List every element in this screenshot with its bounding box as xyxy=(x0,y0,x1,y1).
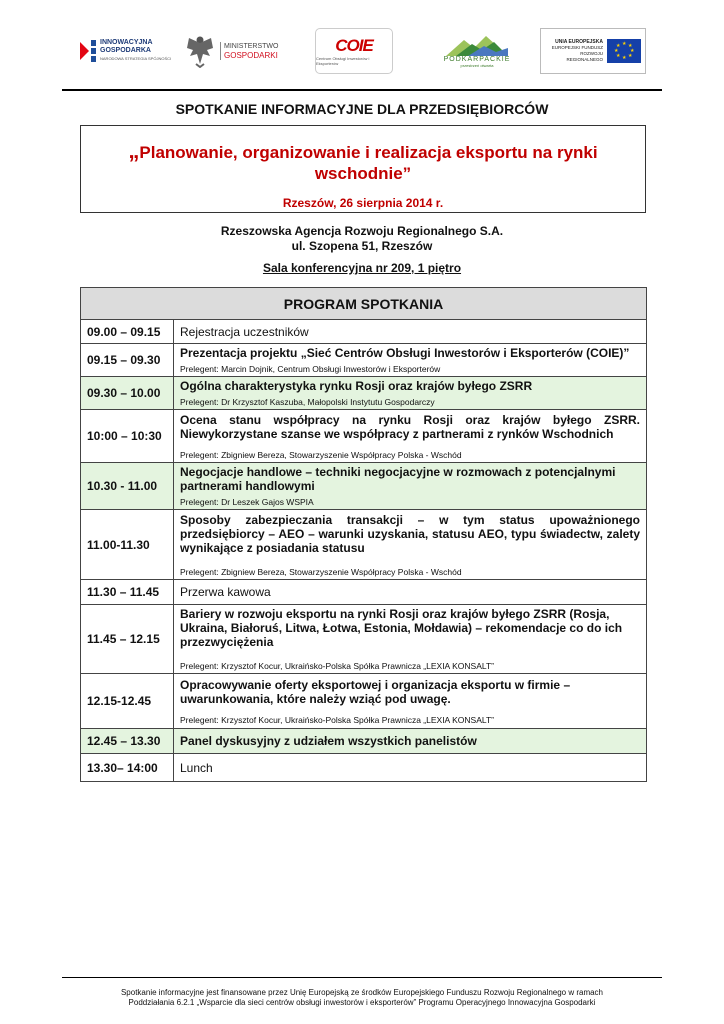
row-desc xyxy=(174,463,647,510)
mg-line2: GOSPODARKI xyxy=(224,51,278,60)
podkarpackie-logo xyxy=(432,28,522,74)
row-title: Sposoby zabezpieczania transakcji – w tym status upoważnionego przedsiębiorcy – AEO – warunki uzyskania, statusu AEO, typu świadectw, zalety wynikające z posiadania statusu xyxy=(180,512,640,555)
row-title: Negocjacje handlowe – techniki negocjacyjne w rozmowach z potencjalnymi partnerami handlowymi xyxy=(180,465,616,493)
header-rule xyxy=(62,89,662,91)
hills-icon xyxy=(446,34,508,56)
row-time: 09.00 – 09.15 xyxy=(81,320,174,344)
row-title: Lunch xyxy=(180,760,213,775)
eagle-icon xyxy=(185,34,215,68)
footer xyxy=(0,988,724,1008)
row-speaker: Prelegent: Marcin Dojnik, Centrum Obsługi Inwestorów i Eksporterów xyxy=(180,364,441,374)
row-title: Ogólna charakterystyka rynku Rosji oraz krajów byłego ZSRR xyxy=(180,379,533,393)
event-date: Rzeszów, 26 sierpnia 2014 r. xyxy=(282,196,444,210)
event-title xyxy=(81,126,645,184)
table-row xyxy=(81,463,647,510)
ig-line1: INNOWACYJNA xyxy=(100,39,153,46)
title-quote: „ xyxy=(128,138,140,163)
organizer xyxy=(0,224,724,254)
row-desc xyxy=(174,580,647,605)
row-desc xyxy=(174,320,647,344)
row-time: 11.00-11.30 xyxy=(81,510,174,580)
row-desc xyxy=(174,410,647,463)
table-row xyxy=(81,729,647,754)
innowacyjna-gospodarka-logo xyxy=(80,28,190,74)
table-row xyxy=(81,320,647,344)
table-row xyxy=(81,377,647,410)
row-speaker: Prelegent: Krzysztof Kocur, Ukraińsko-Polska Spółka Prawnicza „LEXIA KONSALT” xyxy=(180,714,494,725)
row-speaker: Prelegent: Dr Leszek Gajos WSPIA xyxy=(180,497,314,507)
row-speaker: Prelegent: Krzysztof Kocur, Ukraińsko-Polska Spółka Prawnicza „LEXIA KONSALT” xyxy=(180,661,494,671)
row-desc xyxy=(174,674,647,729)
row-time: 13.30– 14:00 xyxy=(81,754,174,782)
ig-line2: GOSPODARKA xyxy=(100,47,151,54)
row-speaker: Prelegent: Dr Krzysztof Kaszuba, Małopolski Instytutu Gospodarczy xyxy=(180,397,435,407)
row-desc xyxy=(174,344,647,377)
row-speaker: Prelegent: Zbigniew Bereza, Stowarzyszenie Współpracy Polska - Wschód xyxy=(180,566,462,577)
row-time: 09.15 – 09.30 xyxy=(81,344,174,377)
ig-triangle-icon xyxy=(80,42,89,60)
row-title: Bariery w rozwoju eksportu na rynki Rosji oraz krajów byłego ZSRR (Rosja, Ukraina, Białoruś, Litwa, Łotwa, Estonia, Mołdawia) – rekomendacje co do ich przezwyciężenia xyxy=(180,607,623,649)
room-info xyxy=(0,261,724,275)
footer-line1: Spotkanie informacyjne jest finansowane przez Unię Europejską ze środków Europejskiego Funduszu Rozwoju Regionalnego w ramach xyxy=(120,988,604,997)
row-title: Panel dyskusyjny z udziałem wszystkich panelistów xyxy=(180,734,477,748)
title-text: Planowanie, organizowanie i realizacja eksportu na rynki wschodnie” xyxy=(139,143,598,183)
footer-rule xyxy=(62,977,662,978)
ue-logo xyxy=(540,28,646,74)
row-title: Prezentacja projektu „Sieć Centrów Obsługi Inwestorów i Eksporterów (COIE)” xyxy=(180,346,630,360)
ministerstwo-gospodarki-logo xyxy=(185,28,295,74)
program-header-row xyxy=(81,288,647,320)
row-time: 11.45 – 12.15 xyxy=(81,605,174,674)
ue-line2: EUROPEJSKI FUNDUSZ xyxy=(551,45,603,50)
pod-name: PODKARPACKIE xyxy=(443,56,511,63)
row-time: 12.45 – 13.30 xyxy=(81,729,174,754)
ue-line1: UNIA EUROPEJSKA xyxy=(555,39,603,45)
table-row xyxy=(81,674,647,729)
pod-tag: przestrzeń otwarta xyxy=(460,63,494,68)
table-row xyxy=(81,580,647,605)
logo-bar xyxy=(60,28,670,78)
organizer-name: Rzeszowska Agencja Rozwoju Regionalnego S.A. xyxy=(220,224,504,238)
program-header: PROGRAM SPOTKANIA xyxy=(81,288,647,320)
ig-bars-icon xyxy=(91,40,96,62)
table-row xyxy=(81,510,647,580)
table-row xyxy=(81,605,647,674)
row-time: 12.15-12.45 xyxy=(81,674,174,729)
table-row xyxy=(81,410,647,463)
row-title: Opracowywanie oferty eksportowej i organizacja eksportu w firmie – uwarunkowania, które należy wziąć pod uwagę. xyxy=(180,677,571,706)
table-row xyxy=(81,754,647,782)
organizer-address: ul. Szopena 51, Rzeszów xyxy=(291,239,433,253)
ig-line3: NARODOWA STRATEGIA SPÓJNOŚCI xyxy=(100,56,172,61)
table-row xyxy=(81,344,647,377)
row-title: Przerwa kawowa xyxy=(180,585,271,599)
mg-line1: MINISTERSTWO xyxy=(224,43,279,50)
row-desc xyxy=(174,729,647,754)
row-speaker: Prelegent: Zbigniew Bereza, Stowarzyszenie Współpracy Polska - Wschód xyxy=(180,449,462,460)
page-heading: SPOTKANIE INFORMACYJNE DLA PRZEDSIĘBIORCÓW xyxy=(175,101,549,117)
row-desc xyxy=(174,605,647,674)
row-time: 10:00 – 10:30 xyxy=(81,410,174,463)
coie-sub: Centrum Obsługi Inwestorów i Eksporterów xyxy=(316,56,370,66)
coie-logo xyxy=(315,28,393,74)
ue-line3: ROZWOJU REGIONALNEGO xyxy=(566,51,603,62)
room-label: Sala konferencyjna nr 209, 1 piętro xyxy=(262,261,462,275)
row-title: Rejestracja uczestników xyxy=(180,324,309,339)
eu-flag-icon: ★ ★ ★ ★ ★ ★ ★ ★ xyxy=(607,39,641,63)
row-desc xyxy=(174,510,647,580)
row-time: 11.30 – 11.45 xyxy=(81,580,174,605)
row-time: 10.30 - 11.00 xyxy=(81,463,174,510)
row-desc xyxy=(174,754,647,782)
program-table xyxy=(80,287,647,782)
footer-line2: Poddziałania 6.2.1 „Wsparcie dla sieci centrów obsługi inwestorów i eksporterów” Programu Operacyjnego Innowacyjna Gospodarki xyxy=(128,998,596,1007)
coie-name: COIE xyxy=(335,36,373,55)
row-desc xyxy=(174,377,647,410)
row-time: 09.30 – 10.00 xyxy=(81,377,174,410)
row-title: Ocena stanu współpracy na rynku Rosji oraz krajów byłego ZSRR. Niewykorzystane szanse we współpracy z partnerami z rynków Wschodnich xyxy=(180,412,640,441)
title-box xyxy=(80,125,646,213)
